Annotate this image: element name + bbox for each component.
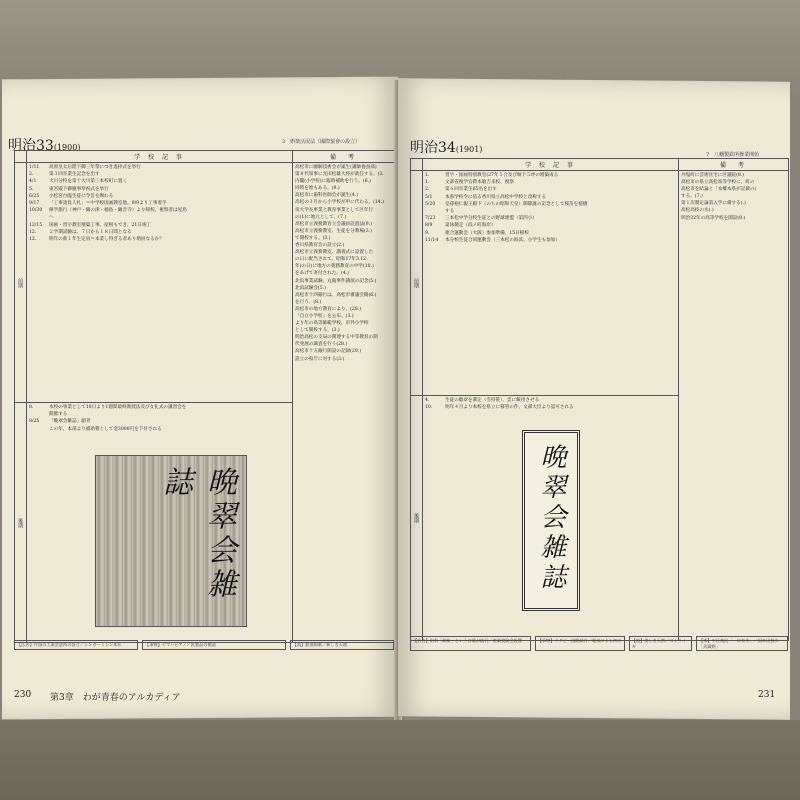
entry-date: 12/15 [29, 222, 43, 228]
entry-row [29, 178, 290, 185]
remark-line: をあげて寄付された。(4.) [295, 271, 349, 277]
entry-date: 7/23 [425, 216, 436, 222]
entry-row [425, 179, 676, 186]
footnote-tag: 【流】 [292, 642, 306, 647]
calligraphy-title-photo: 晩翠会雑誌 [157, 466, 236, 602]
entry-text: 遠泳競走（浜ノ町海岸） [445, 223, 496, 229]
entry-date: 8. [29, 405, 34, 410]
left-term-label-2: 後期 [15, 403, 27, 643]
entry-date: 1. [425, 173, 430, 178]
footnote-box [535, 636, 625, 651]
remark-line: 高松市に圖解技術会が誕生(講師養蚕部) [295, 165, 377, 170]
right-corner-cell [411, 159, 423, 171]
remark-line: 第１次制定論第入学に備する(.) [681, 201, 746, 207]
entry-text: 本校の事業として10日より1週間最終教授法及び女礼式の講習会を [49, 405, 187, 410]
footnote-text: 中江兆民「一年有半」／国木田独歩「武蔵野」 [699, 638, 779, 649]
entry-date: 12. [29, 229, 37, 235]
entry-text: 小松宮台臨生徒に令旨を賜わる [49, 193, 114, 199]
remark-line: 明治高松の支局の関連する中等教育の制 [295, 335, 378, 341]
footnote-tag: 【広告】 [413, 638, 430, 643]
entry-date [29, 426, 45, 433]
entry-text: 第３回卒業生記念を出す [49, 172, 100, 178]
entry-row [29, 200, 290, 207]
entry-date: 1. [425, 180, 430, 186]
remark-line: の(1)に地元として、(7.) [295, 214, 347, 220]
entry-row [29, 404, 290, 411]
remark-line: 第８代知事に光田松雄大将が就任する。(3. [295, 172, 384, 178]
entry-row [425, 172, 676, 179]
footnote-text: ヤマハピアノ／乳製品の製造 [161, 642, 216, 647]
entry-row [425, 208, 676, 215]
remark-line: 高松高校の水(.) [681, 208, 714, 214]
entry-text: する [445, 209, 455, 215]
remark-line: 高松市十四銀行は、高松市審議会開(6.) [295, 292, 377, 298]
remark-line: 同時を始もある。(9.) [295, 186, 340, 192]
remark-line: 高松市十五銀行開設の記録(29.) [295, 349, 362, 355]
footnote-box [290, 640, 394, 650]
footnote-tag: 【事物】 [537, 638, 555, 643]
entry-text: 明年４月より本校を県立に移管の件、文部大臣より認可される [445, 405, 574, 411]
entry-text: 明年の新１年生定員＝本業し得ぎる者あり増員なるか？ [49, 237, 164, 243]
remark-line: 代発展の調査を行う(28.) [295, 342, 348, 348]
entry-text: ２学期試験は、７日から１８日間となる [49, 229, 132, 235]
entry-date: 11/14 [425, 237, 439, 243]
entry-row [425, 230, 676, 237]
entry-text: 修学旅行（神戸・鶴の津・徳島・観音寺）より帰校。視察者は屋島 [49, 208, 187, 214]
entry-row [425, 404, 676, 411]
footnote-text: ラグビー国際試合／電気による初の [554, 638, 622, 643]
entry-row [29, 411, 290, 418]
entry-date [425, 208, 441, 215]
remark-line: 高松市立義務教室、生徒を分教場(3.) [295, 228, 372, 234]
left-page-number: 230 [14, 690, 32, 700]
entry-text: 開催する [49, 412, 68, 418]
entry-row [425, 237, 676, 244]
remark-line: 高松の３月から小学校が甲に代わる。(14.) [295, 200, 384, 206]
entry-date: 4/1 [29, 179, 37, 185]
entry-row [29, 229, 290, 236]
right-table [410, 158, 789, 641]
entry-text: 高原皇太后陛下御三年祭につき遙拝式を挙行 [49, 165, 141, 170]
entry-row [29, 214, 290, 221]
entry-date: 6/25 [29, 193, 40, 199]
entry-row [29, 236, 290, 243]
left-corner-cell [15, 151, 27, 163]
remark-line: として開校する。(3.) [295, 328, 340, 334]
entry-text: 東宮殿下御慶事奉祝式を挙行 [49, 186, 109, 192]
remark-line: 高松市立義務教育立会議員設置法(9.) [295, 221, 372, 227]
magazine-title-frame [522, 430, 580, 611]
left-col-remarks: 備 考 [293, 151, 395, 163]
entry-text: 「晩翠会雑誌」創刊 [49, 419, 91, 425]
entry-row [29, 164, 290, 171]
entry-date: 9/17 [29, 201, 40, 207]
entry-row [29, 186, 290, 193]
remark-line: 帝大学長事業と教育事業として区年行 [295, 207, 374, 213]
remark-line: 内閣(小学校)に臨時補助を行う。(6.) [295, 179, 371, 185]
entry-row [29, 193, 290, 200]
entry-row [29, 426, 290, 433]
footnote-text: 美しき天然／ストライキ [631, 638, 687, 649]
entry-row [425, 201, 676, 208]
entry-date: 8/25 [29, 419, 40, 425]
entry-text: 大川分校を第十大川第三本校町に置く [49, 179, 128, 185]
entry-text: この年、本部より補助費として金3000円を下付される [49, 426, 162, 432]
entry-row [425, 186, 676, 193]
right-term-label-1: 前期 [411, 171, 423, 396]
entry-text: 文部省視学官際本敏吉来校、視察 [445, 180, 514, 186]
entry-text: へ [49, 215, 54, 221]
entry-text: 三本松中学分校生徒との野球連盟（第四小） [445, 216, 537, 222]
right-term-label-2: 後期 [411, 396, 423, 641]
right-header-note: 7 八幡製鉄所操業開始 [706, 152, 760, 158]
entry-text: 連合運動会（大阪）参加準備、15日帰校 [445, 230, 529, 236]
remark-line: 明治32年の高等学校を開設(8.) [681, 215, 746, 221]
entry-text: 習字・図画特別教室(27年５合及び塀下５坪の増築成る [445, 173, 559, 178]
right-remarks-cell [679, 171, 789, 641]
entry-row [29, 171, 290, 178]
entry-date [29, 214, 45, 221]
right-footnotes [410, 636, 788, 651]
right-school-cell-1 [423, 171, 679, 396]
footnote-tag: 【本】 [699, 638, 712, 643]
remark-line: 丹塩町に芸術住宅に区議院(8.) [681, 173, 745, 178]
remark-line: 年(の日)に地方の義務教育の中学(10.) [295, 264, 374, 270]
magazine-cover-photo [95, 455, 247, 627]
remark-line: 高松市を結論と「本郷本県が記載の( [681, 187, 757, 193]
remark-line: で開校する。(3.) [295, 235, 331, 241]
footnote-text: 歯科「助炭」という言葉が流行／産業奨励会設置 [429, 638, 522, 643]
entry-date: 10/30 [29, 208, 43, 214]
remark-line: より年の高等師範学校、市外小学校 [295, 321, 369, 327]
calligraphy-title-frame: 晩翠会雑誌 [536, 443, 566, 593]
remark-line: 北浜試験会(5.) [295, 285, 326, 291]
entry-text: 生徒の徽章を制定（雪持笹）、雲に飯用させる [445, 398, 540, 403]
entry-row [425, 222, 676, 229]
entry-date [29, 411, 45, 418]
entry-date: 8/9 [425, 223, 433, 229]
chapter-title: 第3章 わが青春のアルカディア [50, 693, 181, 703]
entry-row [29, 418, 290, 425]
right-page-number: 231 [758, 690, 776, 700]
right-col-school: 学 校 記 事 [423, 159, 679, 171]
right-era-title [410, 137, 482, 157]
footnote-box [142, 640, 286, 650]
entry-text: 本県学校令に依る香川県立高松中学校と改称する [445, 194, 547, 200]
remark-line: 高松市の地方教育により、(28.) [295, 306, 362, 312]
remark-line: 高松市の県立高松高等学校に、町の [681, 180, 755, 186]
entry-text: 国画・習字教室増築工事。屋根もでき、21日竣工 [49, 222, 152, 228]
entry-row [425, 397, 676, 404]
entry-date: 4. [425, 398, 430, 403]
left-remarks-cell [293, 163, 395, 643]
background-bottom [0, 720, 800, 800]
left-term-label-1: 前期 [15, 163, 27, 403]
remark-line: 香川県教育会の設立(2.) [295, 243, 345, 249]
right-era-name: 明治34 [410, 140, 456, 156]
remark-line: の日に配当されて、昭和17年3.12 [295, 257, 367, 263]
entry-row [29, 207, 290, 214]
footnote-text: 鉄道唱歌／新しき天地 [305, 642, 348, 647]
left-col-school: 学 校 記 事 [27, 151, 293, 163]
entry-date: 9. [425, 230, 430, 236]
footnote-box [629, 636, 692, 651]
entry-date: 1/11 [29, 165, 40, 170]
entry-date: 2. [29, 172, 34, 178]
remark-line: する。(7.) [681, 194, 703, 200]
remark-line: 設立の県庁に対する(3.) [295, 356, 345, 362]
entry-row [29, 222, 290, 229]
footnote-box [696, 636, 788, 651]
remark-line: 高松市立義務教室、講義式に設置した [295, 250, 374, 256]
right-col-remarks: 備 考 [679, 159, 789, 171]
left-era-year: (1900) [53, 143, 81, 152]
footnote-text: 丹頂の工業会話所の設立／シンガーミシン本社 [33, 642, 122, 647]
entry-text: 本分校生徒合同運動会（三本松の海浜、小学生も参加） [445, 237, 560, 243]
remark-line: 北浜事業試験、丸亀事件講演の記念(5.) [295, 278, 377, 284]
entry-text: 第６回卒業生65名を出す [445, 187, 497, 193]
left-school-cell-1 [27, 163, 293, 403]
entry-date: 5/20 [425, 201, 436, 207]
left-header-note: 3 娯楽活況法（國際協會の設立） [282, 139, 361, 145]
entry-row [425, 194, 676, 201]
footnote-box [410, 636, 531, 651]
entry-date: 12. [29, 237, 37, 243]
footnote-tag: 【事物】 [145, 642, 162, 647]
entry-date: 5. [29, 186, 34, 192]
remark-line: を行う。(8.) [295, 299, 322, 305]
entry-date: 2. [425, 187, 430, 193]
footnote-box [14, 640, 138, 650]
entry-date: 5/1 [425, 194, 433, 200]
remark-line: 高松市に歯科医師会が誕生(4.) [295, 193, 359, 199]
right-era-year: (1901) [455, 145, 483, 154]
entry-text: 「工事請負人札」＝中学校図画教室他。9/9より工事着手 [49, 201, 167, 207]
entry-text: 皇孫裕仁親王殿下（のちの昭和天皇）御降誕の記念として桜苗を植樹 [445, 201, 588, 207]
entry-row [425, 215, 676, 222]
footnote-tag: 【広告】 [17, 642, 34, 647]
left-era-name: 明治33 [8, 138, 54, 154]
footnote-tag: 【流】 [631, 638, 645, 643]
entry-date: 10. [425, 405, 433, 411]
remark-line: 「自立小学校」を公布。(3.) [295, 313, 354, 319]
left-footnotes [14, 640, 394, 650]
